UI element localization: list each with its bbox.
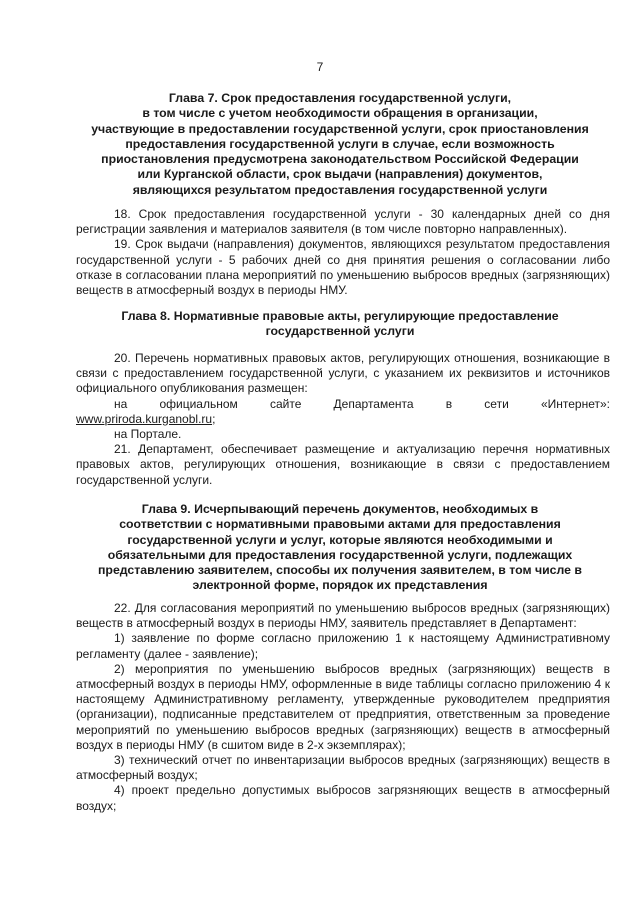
heading-line: предоставления государственной услуги в случае, если возможность bbox=[125, 136, 555, 151]
paragraph-22: 22. Для согласования мероприятий по уменьшению выбросов вредных (загрязняющих) веществ в атмосферный воздух в периоды НМУ, заявитель представляет в Департамент: bbox=[76, 601, 610, 631]
paragraph-20-link-line bbox=[76, 412, 610, 427]
heading-line: соответствии с нормативными правовыми актами для предоставления bbox=[119, 517, 561, 532]
heading-line: участвующие в предоставлении государственной услуги, срок приостановления bbox=[91, 121, 589, 136]
paragraph-20-site: на официальном сайте Департамента в сети «Интернет»: bbox=[114, 396, 610, 411]
list-item-3: 3) технический отчет по инвентаризации выбросов вредных (загрязняющих) веществ в атмосферный воздух; bbox=[76, 753, 610, 783]
list-item-4: 4) проект предельно допустимых выбросов загрязняющих веществ в атмосферный воздух; bbox=[76, 783, 610, 813]
page-number: 7 bbox=[316, 60, 324, 74]
heading-line: приостановления предусмотрена законодательством Российской Федерации bbox=[101, 152, 579, 167]
heading-line: электронной форме, порядок их представления bbox=[192, 578, 488, 593]
paragraph-21: 21. Департамент, обеспечивает размещение и актуализацию перечня нормативных правовых актов, регулирующих отношения, возникающие в связи с предоставлением государственной услуги. bbox=[76, 442, 610, 487]
heading-line: являющихся результатом предоставления государственной услуги bbox=[132, 182, 548, 197]
paragraph-19: 19. Срок выдачи (направления) документов, являющихся результатом предоставления государственной услуги - 5 рабочих дней со дня принятия решения о согласовании либо отказе в согласовании плана мероприятий по уменьшению выбросов вредных (загрязняющих) веществ в атмосферный воздух в периоды НМУ. bbox=[76, 237, 610, 298]
heading-line: обязательными для предоставления государственной услуги, подлежащих bbox=[107, 547, 573, 562]
heading-line: Глава 7. Срок предоставления государственной услуги, bbox=[168, 91, 512, 105]
paragraph-18: 18. Срок предоставления государственной услуги - 30 календарных дней со дня регистрации заявления и материалов заявителя (в том числе повторно направленных). bbox=[76, 207, 610, 237]
chapter-8-body bbox=[76, 351, 610, 488]
chapter-8-heading bbox=[70, 309, 610, 340]
link-terminator: ; bbox=[212, 411, 216, 426]
heading-line: государственной услуги bbox=[265, 324, 415, 339]
heading-line: в том числе с учетом необходимости обращения в организации, bbox=[142, 106, 538, 121]
chapter-9-body bbox=[76, 601, 610, 814]
paragraph-20: 20. Перечень нормативных правовых актов, регулирующих отношения, возникающие в связи с предоставлением государственной услуги, с указанием их реквизитов и источников официального опубликования размещен: bbox=[76, 351, 610, 396]
heading-line: Глава 9. Исчерпывающий перечень документов, необходимых в bbox=[141, 502, 539, 516]
list-item-1: 1) заявление по форме согласно приложению 1 к настоящему Административному регламенту (далее - заявление); bbox=[76, 631, 610, 661]
chapter-9-heading bbox=[70, 502, 610, 594]
paragraph-20-portal: на Портале. bbox=[114, 427, 182, 442]
heading-line: государственной услуги и услуг, которые являются необходимыми и bbox=[127, 532, 553, 547]
department-website-link[interactable]: www.priroda.kurganobl.ru bbox=[76, 411, 213, 426]
chapter-7-heading bbox=[70, 91, 610, 198]
heading-line: или Курганской области, срок выдачи (направления) документов, bbox=[137, 167, 543, 182]
heading-line: Глава 8. Нормативные правовые акты, регулирующие предоставление bbox=[121, 309, 559, 323]
chapter-7-body bbox=[76, 207, 610, 298]
list-item-2: 2) мероприятия по уменьшению выбросов вредных (загрязняющих) веществ в атмосферный воздух в периоды НМУ, оформленные в виде таблицы согласно приложению 4 к настоящему Административному регламенту, утвержденные руководителем предприятия (организации), подписанные представителем от предприятия, ответственным за проведение мероприятий по уменьшению выбросов вредных (загрязняющих) веществ в атмосферный воздух в периоды НМУ (в сшитом виде в 2-х экземплярах); bbox=[76, 661, 610, 752]
heading-line: представлению заявителем, способы их получения заявителем, в том числе в bbox=[98, 563, 582, 578]
